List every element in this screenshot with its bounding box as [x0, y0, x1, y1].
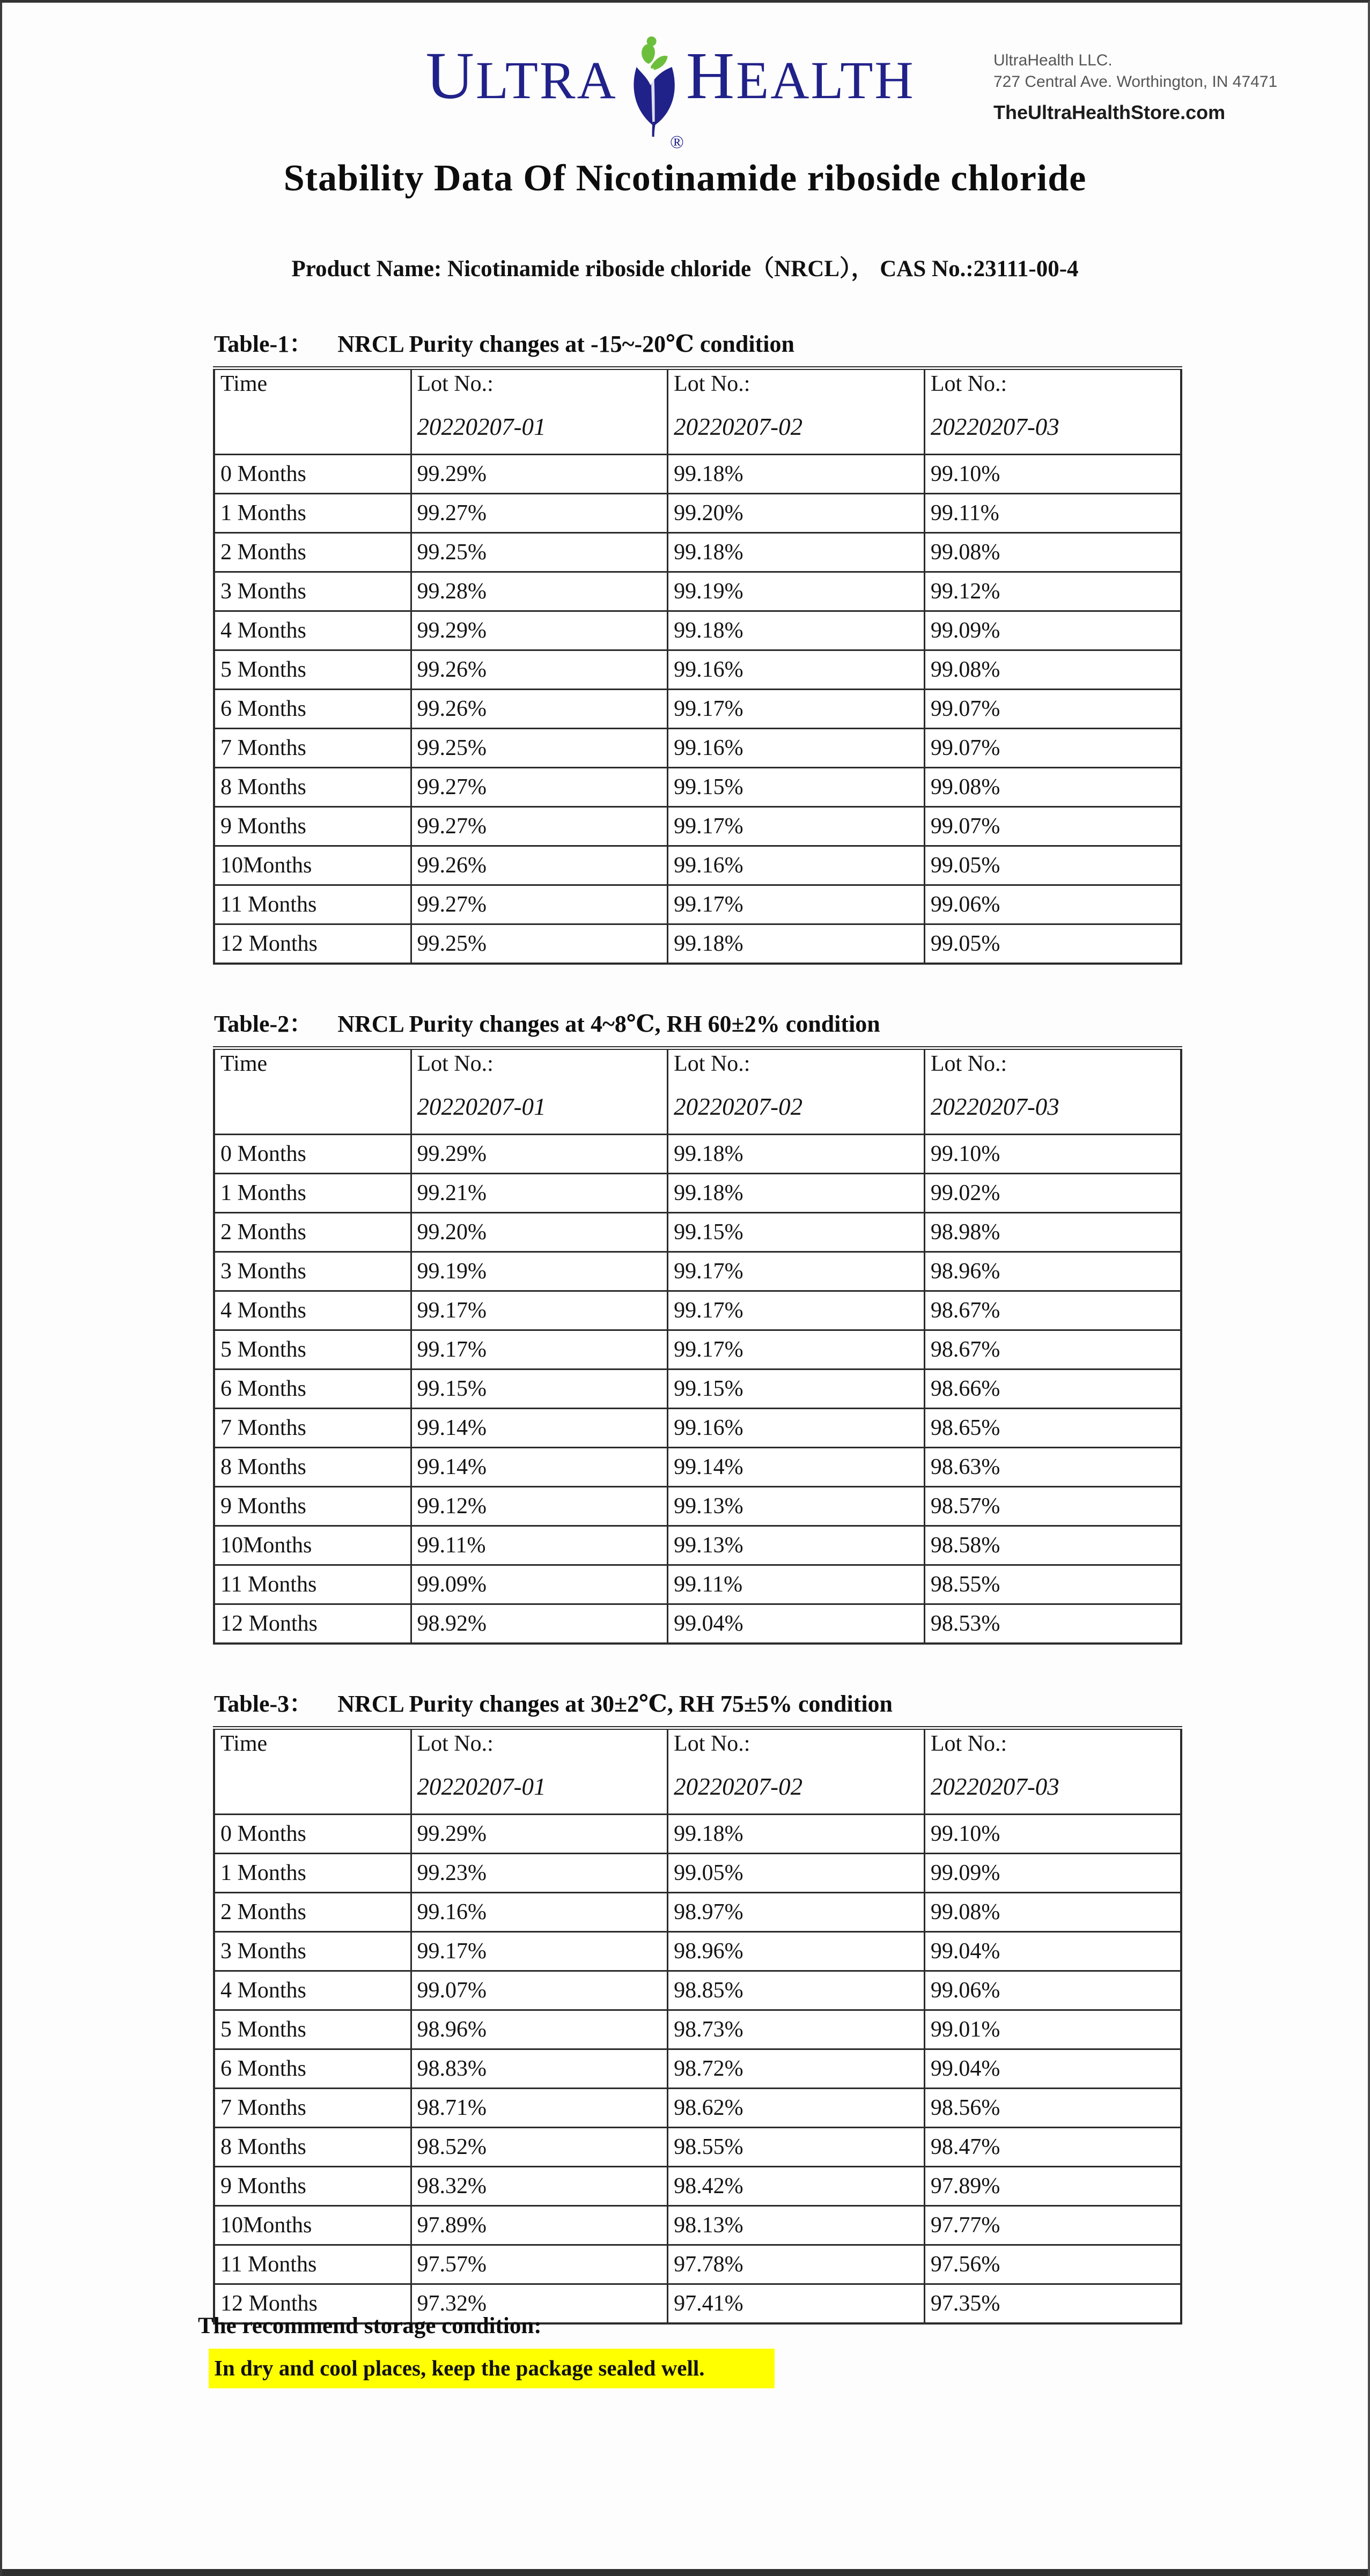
- time-header-cell: Time: [214, 1048, 411, 1135]
- table-row: [214, 1971, 1181, 2010]
- purity-value-cell: 98.67%: [924, 1291, 1181, 1330]
- time-cell: 2 Months: [214, 1893, 411, 1932]
- table-row: [214, 1604, 1181, 1644]
- purity-value-cell: 99.17%: [668, 1252, 925, 1291]
- time-cell: 7 Months: [214, 2089, 411, 2128]
- table-1-condition: NRCL Purity changes at -15~-20℃ condition: [337, 331, 794, 357]
- purity-value-cell: 98.57%: [924, 1487, 1181, 1526]
- table-2-condition: NRCL Purity changes at 4~8℃, RH 60±2% condition: [337, 1011, 880, 1037]
- purity-value-cell: 99.28%: [411, 572, 668, 611]
- table-row: [214, 2089, 1181, 2128]
- purity-value-cell: 99.08%: [924, 533, 1181, 572]
- registered-trademark-icon: ®: [669, 132, 684, 152]
- table-row: [214, 2167, 1181, 2206]
- purity-value-cell: 99.21%: [411, 1174, 668, 1213]
- purity-value-cell: 99.12%: [411, 1487, 668, 1526]
- purity-value-cell: 99.15%: [668, 1370, 925, 1409]
- purity-value-cell: 99.02%: [924, 1174, 1181, 1213]
- table-2-caption: [214, 1004, 1182, 1039]
- purity-value-cell: 99.17%: [411, 1330, 668, 1370]
- table-row: [214, 1565, 1181, 1604]
- purity-value-cell: 99.16%: [411, 1893, 668, 1932]
- time-cell: 0 Months: [214, 1815, 411, 1854]
- table-3-caption: [214, 1684, 1182, 1719]
- time-cell: 9 Months: [214, 1487, 411, 1526]
- purity-value-cell: 99.10%: [924, 1135, 1181, 1174]
- purity-value-cell: 99.25%: [411, 729, 668, 768]
- purity-value-cell: 99.18%: [668, 1135, 925, 1174]
- purity-value-cell: 99.16%: [668, 650, 925, 690]
- purity-value-cell: 98.13%: [668, 2206, 925, 2245]
- purity-value-cell: 99.18%: [668, 455, 925, 494]
- purity-value-cell: 98.96%: [668, 1932, 925, 1971]
- table-1-label: Table-1：: [214, 331, 313, 357]
- purity-value-cell: 98.32%: [411, 2167, 668, 2206]
- storage-condition-block: [198, 2313, 775, 2388]
- purity-value-cell: 99.17%: [668, 807, 925, 846]
- purity-value-cell: 97.35%: [924, 2284, 1181, 2324]
- lot-label: Lot No.:: [674, 1052, 750, 1076]
- table-row: [214, 1815, 1181, 1854]
- purity-value-cell: 99.11%: [411, 1526, 668, 1565]
- lot-header-cell: [668, 1048, 925, 1135]
- purity-value-cell: 99.15%: [668, 768, 925, 807]
- time-cell: 9 Months: [214, 2167, 411, 2206]
- time-cell: 1 Months: [214, 1174, 411, 1213]
- time-cell: 5 Months: [214, 650, 411, 690]
- purity-value-cell: 99.06%: [924, 885, 1181, 924]
- time-cell: 11 Months: [214, 1565, 411, 1604]
- purity-value-cell: 99.16%: [668, 846, 925, 885]
- time-cell: 10Months: [214, 1526, 411, 1565]
- purity-value-cell: 98.73%: [668, 2010, 925, 2049]
- purity-value-cell: 98.63%: [924, 1448, 1181, 1487]
- purity-value-cell: 98.65%: [924, 1409, 1181, 1448]
- purity-value-cell: 99.04%: [924, 1932, 1181, 1971]
- time-cell: 3 Months: [214, 1932, 411, 1971]
- table-row: [214, 1854, 1181, 1893]
- purity-value-cell: 99.17%: [668, 690, 925, 729]
- time-cell: 1 Months: [214, 494, 411, 533]
- time-cell: 8 Months: [214, 2128, 411, 2167]
- purity-value-cell: 99.08%: [924, 650, 1181, 690]
- table-3-section: [213, 1684, 1182, 2325]
- storage-condition-label: The recommend storage condition:: [198, 2313, 542, 2338]
- table-row: [214, 611, 1181, 650]
- purity-value-cell: 99.06%: [924, 1971, 1181, 2010]
- purity-value-cell: 98.72%: [668, 2049, 925, 2089]
- purity-value-cell: 99.18%: [668, 1174, 925, 1213]
- time-cell: 4 Months: [214, 1971, 411, 2010]
- purity-value-cell: 97.77%: [924, 2206, 1181, 2245]
- lot-number: 20220207-02: [674, 413, 803, 440]
- leaf-icon: [618, 36, 688, 152]
- purity-value-cell: 99.20%: [411, 1213, 668, 1252]
- purity-value-cell: 99.07%: [924, 807, 1181, 846]
- lot-number: 20220207-01: [417, 1093, 546, 1120]
- ultra-health-logo: [425, 36, 915, 152]
- lot-header-cell: [924, 1728, 1181, 1815]
- lot-label: Lot No.:: [674, 372, 750, 396]
- purity-value-cell: 99.17%: [668, 1330, 925, 1370]
- time-cell: 7 Months: [214, 729, 411, 768]
- lot-number: 20220207-01: [417, 1773, 546, 1800]
- purity-value-cell: 99.14%: [411, 1409, 668, 1448]
- table-row: [214, 1932, 1181, 1971]
- purity-value-cell: 99.26%: [411, 690, 668, 729]
- purity-value-cell: 98.55%: [668, 2128, 925, 2167]
- purity-value-cell: 99.17%: [668, 1291, 925, 1330]
- table-row: [214, 1487, 1181, 1526]
- time-cell: 0 Months: [214, 1135, 411, 1174]
- time-cell: 6 Months: [214, 690, 411, 729]
- purity-value-cell: 99.09%: [411, 1565, 668, 1604]
- purity-value-cell: 98.55%: [924, 1565, 1181, 1604]
- lot-header-cell: [411, 1048, 668, 1135]
- purity-value-cell: 99.29%: [411, 1135, 668, 1174]
- table-row: [214, 2206, 1181, 2245]
- purity-value-cell: 97.89%: [411, 2206, 668, 2245]
- table-row: [214, 1174, 1181, 1213]
- table-row: [214, 690, 1181, 729]
- time-cell: 8 Months: [214, 1448, 411, 1487]
- header-row: [214, 368, 1181, 455]
- purity-value-cell: 97.32%: [411, 2284, 668, 2324]
- purity-value-cell: 99.09%: [924, 1854, 1181, 1893]
- logo-word-ultra: ULTRA: [425, 39, 617, 113]
- time-cell: 3 Months: [214, 572, 411, 611]
- purity-value-cell: 99.08%: [924, 768, 1181, 807]
- purity-value-cell: 99.12%: [924, 572, 1181, 611]
- purity-value-cell: 99.01%: [924, 2010, 1181, 2049]
- table-row: [214, 729, 1181, 768]
- table-row: [214, 650, 1181, 690]
- purity-value-cell: 98.96%: [924, 1252, 1181, 1291]
- time-cell: 5 Months: [214, 1330, 411, 1370]
- purity-value-cell: 99.18%: [668, 1815, 925, 1854]
- purity-value-cell: 99.10%: [924, 1815, 1181, 1854]
- table-row: [214, 2245, 1181, 2284]
- table-row: [214, 1526, 1181, 1565]
- window-bottom-bar: [2, 2569, 1368, 2576]
- purity-value-cell: 99.29%: [411, 1815, 668, 1854]
- table-row: [214, 924, 1181, 964]
- lot-number: 20220207-01: [417, 413, 546, 440]
- company-address: 727 Central Ave. Worthington, IN 47471: [993, 73, 1278, 91]
- purity-value-cell: 98.47%: [924, 2128, 1181, 2167]
- purity-value-cell: 98.96%: [411, 2010, 668, 2049]
- table-3-condition: NRCL Purity changes at 30±2℃, RH 75±5% condition: [337, 1691, 893, 1717]
- purity-value-cell: 98.62%: [668, 2089, 925, 2128]
- purity-value-cell: 99.16%: [668, 1409, 925, 1448]
- lot-label: Lot No.:: [930, 1731, 1007, 1756]
- time-cell: 4 Months: [214, 611, 411, 650]
- lot-header-cell: [924, 368, 1181, 455]
- lot-label: Lot No.:: [417, 372, 494, 396]
- purity-value-cell: 99.26%: [411, 846, 668, 885]
- table-row: [214, 533, 1181, 572]
- table-1-section: [213, 324, 1182, 965]
- purity-value-cell: 97.56%: [924, 2245, 1181, 2284]
- purity-value-cell: 99.05%: [668, 1854, 925, 1893]
- purity-value-cell: 99.18%: [668, 533, 925, 572]
- purity-value-cell: 99.14%: [411, 1448, 668, 1487]
- table-row: [214, 1448, 1181, 1487]
- time-cell: 2 Months: [214, 1213, 411, 1252]
- purity-value-cell: 98.67%: [924, 1330, 1181, 1370]
- table-row: [214, 455, 1181, 494]
- table-row: [214, 807, 1181, 846]
- purity-value-cell: 99.10%: [924, 455, 1181, 494]
- time-header-cell: Time: [214, 368, 411, 455]
- purity-value-cell: 98.66%: [924, 1370, 1181, 1409]
- table-row: [214, 1252, 1181, 1291]
- purity-value-cell: 98.71%: [411, 2089, 668, 2128]
- purity-value-cell: 98.42%: [668, 2167, 925, 2206]
- purity-value-cell: 98.97%: [668, 1893, 925, 1932]
- time-cell: 5 Months: [214, 2010, 411, 2049]
- purity-value-cell: 99.18%: [668, 611, 925, 650]
- purity-value-cell: 98.92%: [411, 1604, 668, 1644]
- lot-number: 20220207-02: [674, 1773, 803, 1800]
- purity-value-cell: 99.27%: [411, 494, 668, 533]
- lot-number: 20220207-03: [930, 1093, 1059, 1120]
- time-cell: 11 Months: [214, 885, 411, 924]
- time-cell: 1 Months: [214, 1854, 411, 1893]
- purity-value-cell: 99.05%: [924, 924, 1181, 964]
- purity-value-cell: 98.53%: [924, 1604, 1181, 1644]
- time-cell: 12 Months: [214, 2284, 411, 2324]
- purity-value-cell: 99.07%: [411, 1971, 668, 2010]
- purity-value-cell: 99.23%: [411, 1854, 668, 1893]
- storage-condition-value: In dry and cool places, keep the package sealed well.: [209, 2349, 775, 2388]
- purity-value-cell: 99.15%: [668, 1213, 925, 1252]
- table-row: [214, 1213, 1181, 1252]
- lot-number: 20220207-03: [930, 1773, 1059, 1800]
- lot-label: Lot No.:: [930, 372, 1007, 396]
- lot-header-cell: [411, 368, 668, 455]
- company-info-block: [993, 50, 1337, 124]
- time-header-cell: Time: [214, 1728, 411, 1815]
- time-cell: 8 Months: [214, 768, 411, 807]
- purity-value-cell: 98.98%: [924, 1213, 1181, 1252]
- table-1: [213, 366, 1182, 965]
- table-2: [213, 1046, 1182, 1645]
- lot-number: 20220207-03: [930, 413, 1059, 440]
- purity-value-cell: 98.85%: [668, 1971, 925, 2010]
- table-row: [214, 768, 1181, 807]
- purity-value-cell: 98.83%: [411, 2049, 668, 2089]
- table-row: [214, 1409, 1181, 1448]
- purity-value-cell: 99.19%: [411, 1252, 668, 1291]
- table-3: [213, 1726, 1182, 2325]
- page-title: Stability Data Of Nicotinamide riboside chloride: [283, 158, 1087, 199]
- purity-value-cell: 99.15%: [411, 1370, 668, 1409]
- purity-value-cell: 99.04%: [668, 1604, 925, 1644]
- time-cell: 7 Months: [214, 1409, 411, 1448]
- table-1-caption: [214, 324, 1182, 359]
- purity-value-cell: 99.25%: [411, 533, 668, 572]
- table-row: [214, 1291, 1181, 1330]
- lot-label: Lot No.:: [674, 1731, 750, 1756]
- lot-header-cell: [924, 1048, 1181, 1135]
- time-cell: 4 Months: [214, 1291, 411, 1330]
- company-name: UltraHealth LLC.: [993, 51, 1113, 69]
- purity-value-cell: 99.26%: [411, 650, 668, 690]
- logo-word-health: HEALTH: [686, 39, 915, 113]
- purity-value-cell: 99.07%: [924, 690, 1181, 729]
- purity-value-cell: 99.07%: [924, 729, 1181, 768]
- table-row: [214, 846, 1181, 885]
- table-3-label: Table-3：: [214, 1691, 313, 1717]
- purity-value-cell: 99.11%: [924, 494, 1181, 533]
- purity-value-cell: 99.04%: [924, 2049, 1181, 2089]
- table-row: [214, 1893, 1181, 1932]
- table-2-section: [213, 1004, 1182, 1645]
- company-website: TheUltraHealthStore.com: [993, 101, 1226, 123]
- purity-value-cell: 99.29%: [411, 455, 668, 494]
- purity-value-cell: 98.52%: [411, 2128, 668, 2167]
- purity-value-cell: 99.18%: [668, 924, 925, 964]
- lot-label: Lot No.:: [417, 1731, 494, 1756]
- purity-value-cell: 99.27%: [411, 807, 668, 846]
- time-cell: 2 Months: [214, 533, 411, 572]
- time-cell: 12 Months: [214, 924, 411, 964]
- purity-value-cell: 99.19%: [668, 572, 925, 611]
- lot-label: Lot No.:: [930, 1052, 1007, 1076]
- purity-value-cell: 99.17%: [411, 1932, 668, 1971]
- purity-value-cell: 99.16%: [668, 729, 925, 768]
- header-row: [214, 1048, 1181, 1135]
- purity-value-cell: 99.08%: [924, 1893, 1181, 1932]
- time-cell: 9 Months: [214, 807, 411, 846]
- table-row: [214, 572, 1181, 611]
- time-cell: 6 Months: [214, 1370, 411, 1409]
- purity-value-cell: 99.27%: [411, 768, 668, 807]
- time-cell: 12 Months: [214, 1604, 411, 1644]
- product-name-line: Product Name: Nicotinamide riboside chloride（NRCL）， CAS No.:23111-00-4: [291, 256, 1079, 282]
- lot-header-cell: [668, 368, 925, 455]
- purity-value-cell: 99.17%: [411, 1291, 668, 1330]
- table-row: [214, 1370, 1181, 1409]
- purity-value-cell: 97.78%: [668, 2245, 925, 2284]
- time-cell: 3 Months: [214, 1252, 411, 1291]
- table-row: [214, 2128, 1181, 2167]
- table-row: [214, 1330, 1181, 1370]
- table-row: [214, 1135, 1181, 1174]
- header-row: [214, 1728, 1181, 1815]
- table-row: [214, 494, 1181, 533]
- purity-value-cell: 99.09%: [924, 611, 1181, 650]
- purity-value-cell: 97.57%: [411, 2245, 668, 2284]
- lot-number: 20220207-02: [674, 1093, 803, 1120]
- table-row: [214, 2010, 1181, 2049]
- time-cell: 11 Months: [214, 2245, 411, 2284]
- purity-value-cell: 97.41%: [668, 2284, 925, 2324]
- table-2-label: Table-2：: [214, 1011, 313, 1037]
- purity-value-cell: 99.13%: [668, 1487, 925, 1526]
- purity-value-cell: 99.11%: [668, 1565, 925, 1604]
- purity-value-cell: 99.17%: [668, 885, 925, 924]
- purity-value-cell: 99.25%: [411, 924, 668, 964]
- tables-container: [213, 324, 1182, 2364]
- table-row: [214, 2049, 1181, 2089]
- purity-value-cell: 98.56%: [924, 2089, 1181, 2128]
- purity-value-cell: 97.89%: [924, 2167, 1181, 2206]
- purity-value-cell: 99.13%: [668, 1526, 925, 1565]
- time-cell: 0 Months: [214, 455, 411, 494]
- time-cell: 10Months: [214, 2206, 411, 2245]
- purity-value-cell: 99.20%: [668, 494, 925, 533]
- table-row: [214, 885, 1181, 924]
- time-cell: 6 Months: [214, 2049, 411, 2089]
- time-cell: 10Months: [214, 846, 411, 885]
- lot-header-cell: [668, 1728, 925, 1815]
- purity-value-cell: 98.58%: [924, 1526, 1181, 1565]
- lot-header-cell: [411, 1728, 668, 1815]
- purity-value-cell: 99.14%: [668, 1448, 925, 1487]
- purity-value-cell: 99.27%: [411, 885, 668, 924]
- purity-value-cell: 99.05%: [924, 846, 1181, 885]
- purity-value-cell: 99.29%: [411, 611, 668, 650]
- lot-label: Lot No.:: [417, 1052, 494, 1076]
